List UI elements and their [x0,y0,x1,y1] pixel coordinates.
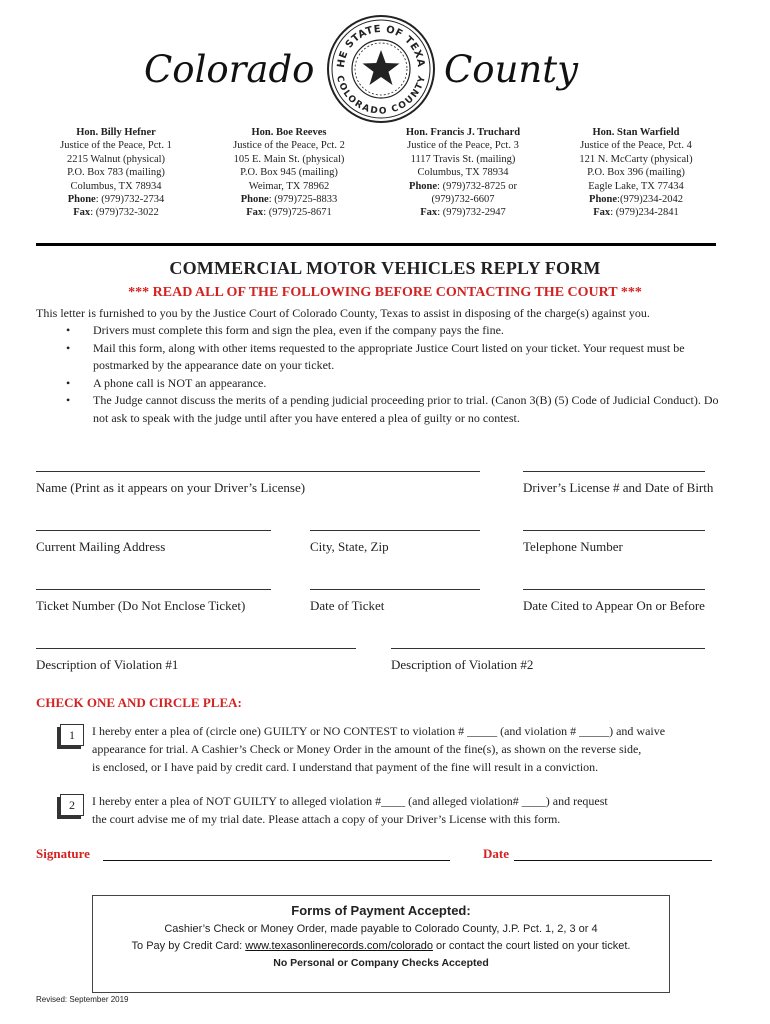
plea-option-1-text: I hereby enter a plea of (circle one) GUILTY or NO CONTEST to violation # _____ (and violation # _____) and waive appearance for trial. A Cashier’s Check or Money Order in the amount of the fine(s), as shown on the reverse side, is enclosed, or I have paid by credit card. I understand that payment of the fine will result in a conviction. [92,724,666,774]
form-title: COMMERCIAL MOTOR VEHICLES REPLY FORM [169,258,601,278]
date-label: Date [483,846,509,861]
county-seal-icon [326,14,436,124]
appear-date-field-label: Date Cited to Appear On or Before [523,598,705,613]
judge-block-pct3 [378,126,548,220]
judge-address-line: P.O. Box 396 (mailing) [587,167,685,179]
license-field-label: Driver’s License # and Date of Birth [523,480,714,495]
header-divider [36,243,716,246]
appear-date-field-line[interactable] [523,589,705,590]
judge-phone: Phone: (979)725-8833 [240,194,338,206]
warning-text: *** READ ALL OF THE FOLLOWING BEFORE CONTACTING THE COURT *** [128,285,642,300]
signature-field-line[interactable] [103,860,450,861]
intro-text: This letter is furnished to you by the Justice Court of Colorado County, Texas to assist in disposing of the charge(s) against you. [36,306,650,320]
plea-option-2-text: I hereby enter a plea of NOT GUILTY to alleged violation #____ (and alleged violation# ____) and request the court advise me of my trial date. Please attach a copy of your Driver’s License with this form. [92,794,608,826]
judge-address-line: 105 E. Main St. (physical) [233,153,345,165]
plea-option-1-checkbox[interactable]: 1 [60,724,84,746]
seal-bottom-text: COLORADO COUNTY [333,74,429,117]
phone-field-label: Telephone Number [523,539,623,554]
judge-block-pct1 [31,126,201,220]
list-item: • The Judge cannot discuss the merits of a pending judicial proceeding prior to trial. (Canon 3(B) (5) Code of Judicial Conduct). Do not ask to speak with the judge until after you have entered a plea of guilty or no contest. [66,392,726,427]
judge-fax: Fax: (979)732-2947 [420,207,506,219]
judge-title: Justice of the Peace, Pct. 1 [60,140,172,152]
plea-heading: CHECK ONE AND CIRCLE PLEA: [36,695,242,710]
payment-info-box [92,895,670,993]
judge-address-line: Eagle Lake, TX 77434 [588,180,684,192]
phone-field-line[interactable] [523,530,705,531]
address-field-label: Current Mailing Address [36,539,166,554]
violation2-field-line[interactable] [391,648,705,649]
name-field-label: Name (Print as it appears on your Driver’s License) [36,480,306,495]
judge-block-pct2 [204,126,374,220]
header-word-county: County [444,48,579,91]
date-field-line[interactable] [514,860,712,861]
name-field-line[interactable] [36,471,480,472]
judge-block-pct4 [551,126,721,220]
judge-address-line: Columbus, TX 78934 [417,167,509,179]
header-word-colorado: Colorado [144,48,315,91]
judge-address-line: P.O. Box 945 (mailing) [240,167,338,179]
judge-name: Hon. Francis J. Truchard [405,127,521,138]
judge-title: Justice of the Peace, Pct. 2 [233,140,345,152]
ticket-field-label: Ticket Number (Do Not Enclose Ticket) [36,598,246,613]
judge-phone: Phone:(979)234-2042 [589,194,683,206]
payment-line-1: Cashier’s Check or Money Order, made payable to Colorado County, J.P. Pct. 1, 2, 3 or 4 [164,923,598,935]
license-field-line[interactable] [523,471,705,472]
judge-title: Justice of the Peace, Pct. 3 [407,140,519,152]
list-item: • Drivers must complete this form and sign the plea, even if the company pays the fine. [66,322,726,340]
judge-address-line: Columbus, TX 78934 [70,180,162,192]
violation1-field-line[interactable] [36,648,356,649]
judge-address-line: 1117 Travis St. (mailing) [410,153,516,165]
judge-phone: Phone: (979)732-8725 or [409,180,517,192]
ticket-field-line[interactable] [36,589,271,590]
ticket-date-field-line[interactable] [310,589,480,590]
judge-name: Hon. Stan Warfield [592,127,680,138]
seal-top-text: HE STATE OF TEXA [335,23,427,69]
violation1-field-label: Description of Violation #1 [36,657,179,672]
payment-line-2: To Pay by Credit Card: www.texasonlinerecords.com/colorado or contact the court listed on your ticket. [131,940,631,952]
violation2-field-label: Description of Violation #2 [391,657,534,672]
payment-link[interactable]: www.texasonlinerecords.com/colorado [245,940,433,952]
judge-phone-alt: (979)732-6607 [431,194,495,206]
city-field-label: City, State, Zip [310,539,389,554]
ticket-date-field-label: Date of Ticket [310,598,385,613]
signature-label: Signature [36,846,90,861]
judge-address-line: Weimar, TX 78962 [248,180,330,192]
address-field-line[interactable] [36,530,271,531]
revised-date: Revised: September 2019 [36,995,129,1004]
judge-fax: Fax: (979)234-2841 [593,207,679,219]
judge-address-line: 2215 Walnut (physical) [66,153,166,165]
payment-title: Forms of Payment Accepted: [291,903,471,918]
plea-option-2-checkbox[interactable]: 2 [60,794,84,816]
judge-fax: Fax: (979)732-3022 [73,207,159,219]
judge-address-line: 121 N. McCarty (physical) [579,153,693,165]
judge-address-line: P.O. Box 783 (mailing) [67,167,165,179]
judge-name: Hon. Billy Hefner [76,127,156,138]
instruction-list [66,322,726,427]
judge-fax: Fax: (979)725-8671 [246,207,332,219]
judge-phone: Phone: (979)732-2734 [67,194,165,206]
list-item: • Mail this form, along with other items requested to the appropriate Justice Court listed on your ticket. Your request must be postmarked by the appearance date on your ticket. [66,340,726,375]
judge-title: Justice of the Peace, Pct. 4 [580,140,692,152]
judge-name: Hon. Boe Reeves [251,127,327,138]
city-field-line[interactable] [310,530,480,531]
list-item: • A phone call is NOT an appearance. [66,375,726,393]
payment-note: No Personal or Company Checks Accepted [273,957,489,969]
